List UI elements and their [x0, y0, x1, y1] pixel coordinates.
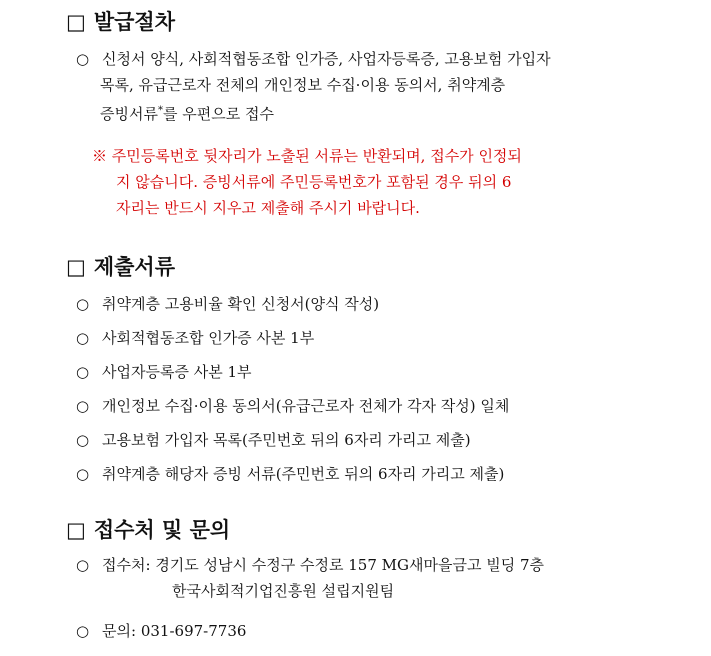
checkbox-square-icon: □ — [66, 518, 86, 542]
section-title-text: 접수처 및 문의 — [93, 518, 231, 542]
circle-bullet-icon: ○ — [76, 622, 90, 640]
section-title-text: 제출서류 — [93, 255, 175, 279]
contact-phone — [76, 614, 246, 648]
warning-note: ※ 주민등록번호 뒷자리가 노출된 서류는 반환되며, 접수가 인정되 지 않습니다. 증빙서류에 주민등록번호가 포함된 경우 뒤의 6 자리는 반드시 지우고 제출해 주시기 바랍니다. — [92, 147, 522, 217]
section-title-text: 발급절차 — [93, 10, 175, 34]
phone-number: 031-697-7736 — [140, 622, 247, 640]
contact-address — [76, 552, 656, 604]
list-item: ○ 개인정보 수집·이용 동의서(유급근로자 전체가 각자 작성) 일체 — [76, 389, 509, 423]
section-title-documents — [66, 255, 175, 279]
address-organization: 한국사회적기업진흥원 설립지원팀 — [172, 582, 395, 600]
list-item: ○ 사업자등록증 사본 1부 — [76, 355, 252, 389]
list-item: ○ 사회적협동조합 인가증 사본 1부 — [76, 321, 314, 355]
list-item: ○ 고용보험 가입자 목록(주민번호 뒤의 6자리 가리고 제출) — [76, 423, 471, 457]
footnote-mark: * — [157, 105, 163, 116]
circle-bullet-icon: ○ — [76, 363, 90, 381]
circle-bullet-icon: ○ — [76, 556, 90, 574]
address-value: 경기도 성남시 수정구 수정로 157 MG새마을금고 빌딩 7층 — [155, 556, 545, 574]
circle-bullet-icon: ○ — [76, 431, 90, 449]
section-title-contact — [66, 518, 230, 542]
reference-mark-icon: ※ — [92, 147, 108, 165]
circle-bullet-icon: ○ — [76, 329, 90, 347]
section-title-issuance — [66, 10, 175, 34]
checkbox-square-icon: □ — [66, 255, 86, 279]
issuance-procedure-paragraph: ○ 신청서 양식, 사회적협동조합 인가증, 사업자등록증, 고용보험 가입자 목록, 유급근로자 전체의 개인정보 수집·이용 동의서, 취약계층 증빙서류*를 우편으로 접수 — [76, 46, 656, 127]
circle-bullet-icon: ○ — [76, 50, 90, 68]
address-label: 접수처: — [102, 556, 151, 574]
phone-label: 문의: — [102, 622, 137, 640]
circle-bullet-icon: ○ — [76, 397, 90, 415]
circle-bullet-icon: ○ — [76, 465, 90, 483]
list-item: ○ 취약계층 해당자 증빙 서류(주민번호 뒤의 6자리 가리고 제출) — [76, 457, 504, 491]
checkbox-square-icon: □ — [66, 10, 86, 34]
list-item: ○ 취약계층 고용비율 확인 신청서(양식 작성) — [76, 287, 379, 321]
circle-bullet-icon: ○ — [76, 295, 90, 313]
